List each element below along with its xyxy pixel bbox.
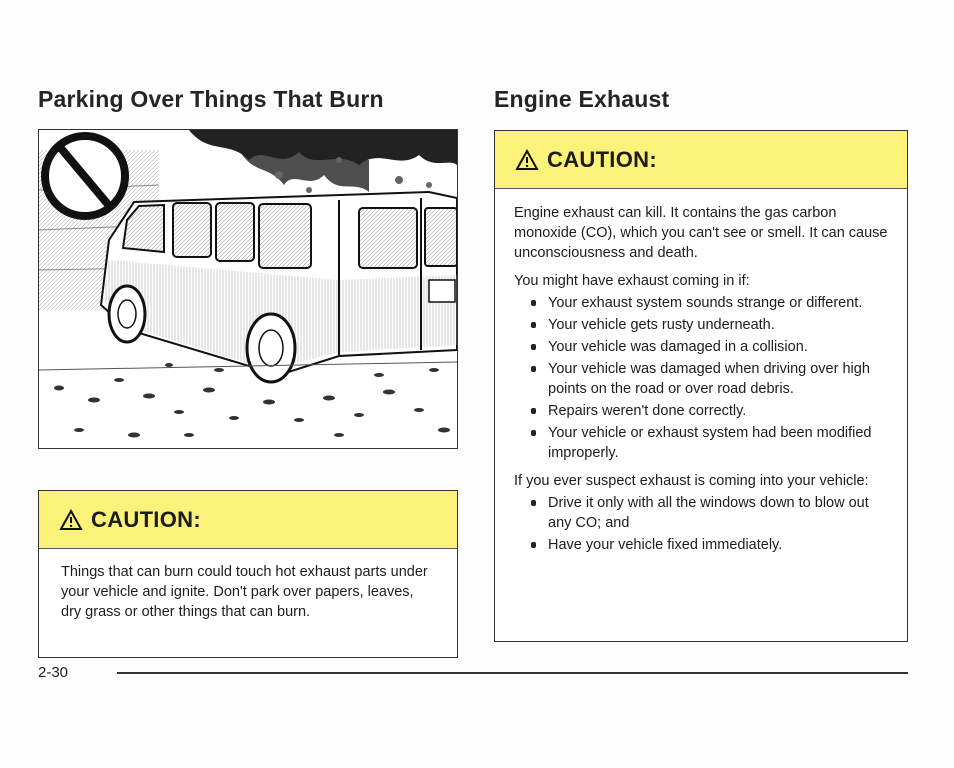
list-item: Have your vehicle fixed immediately. [514, 535, 891, 555]
footer-rule [117, 672, 908, 674]
van-over-leaves-illustration [38, 129, 458, 449]
caution-lead-1: You might have exhaust coming in if: [514, 273, 750, 289]
bullet-icon [531, 366, 536, 372]
bullet-icon [531, 344, 536, 350]
caution-text-parking: Things that can burn could touch hot exhaust parts under your vehicle and ignite. Don't park over papers, leaves, dry grass or other things that can burn. [61, 564, 428, 620]
bullet-list-1 [514, 293, 891, 463]
bullet-icon [531, 500, 536, 506]
caution-content-exhaust [495, 189, 907, 555]
bullet-list-2 [514, 493, 891, 555]
caution-title: CAUTION: [547, 146, 657, 172]
van-illustration-svg [39, 130, 457, 448]
list-item: Your vehicle was damaged when driving over high points on the road or over road debris. [514, 359, 891, 399]
bullet-icon [531, 542, 536, 548]
caution-box-exhaust [494, 130, 908, 642]
list-item: Your exhaust system sounds strange or different. [514, 293, 891, 313]
warning-triangle-icon [515, 149, 539, 171]
caution-title: CAUTION: [91, 506, 201, 532]
warning-triangle-icon [59, 509, 83, 531]
caution-band [495, 131, 907, 189]
caution-lead-2: If you ever suspect exhaust is coming into your vehicle: [514, 473, 869, 489]
caution-intro: Engine exhaust can kill. It contains the gas carbon monoxide (CO), which you can't see or smell. It can cause unconsciousness and death. [514, 205, 888, 261]
list-item: Your vehicle was damaged in a collision. [514, 337, 891, 357]
list-item: Your vehicle gets rusty underneath. [514, 315, 891, 335]
bullet-icon [531, 408, 536, 414]
bullet-icon [531, 300, 536, 306]
list-item: Repairs weren't done correctly. [514, 401, 891, 421]
prohibition-icon [45, 136, 125, 216]
caution-band [39, 491, 457, 549]
caution-box-parking [38, 490, 458, 658]
section-heading-parking: Parking Over Things That Burn [38, 86, 384, 112]
bullet-icon [531, 430, 536, 436]
list-item: Your vehicle or exhaust system had been modified improperly. [514, 423, 891, 463]
bullet-icon [531, 322, 536, 328]
section-heading-exhaust: Engine Exhaust [494, 86, 670, 112]
page-number: 2-30 [38, 664, 69, 681]
list-item: Drive it only with all the windows down to blow out any CO; and [514, 493, 891, 533]
